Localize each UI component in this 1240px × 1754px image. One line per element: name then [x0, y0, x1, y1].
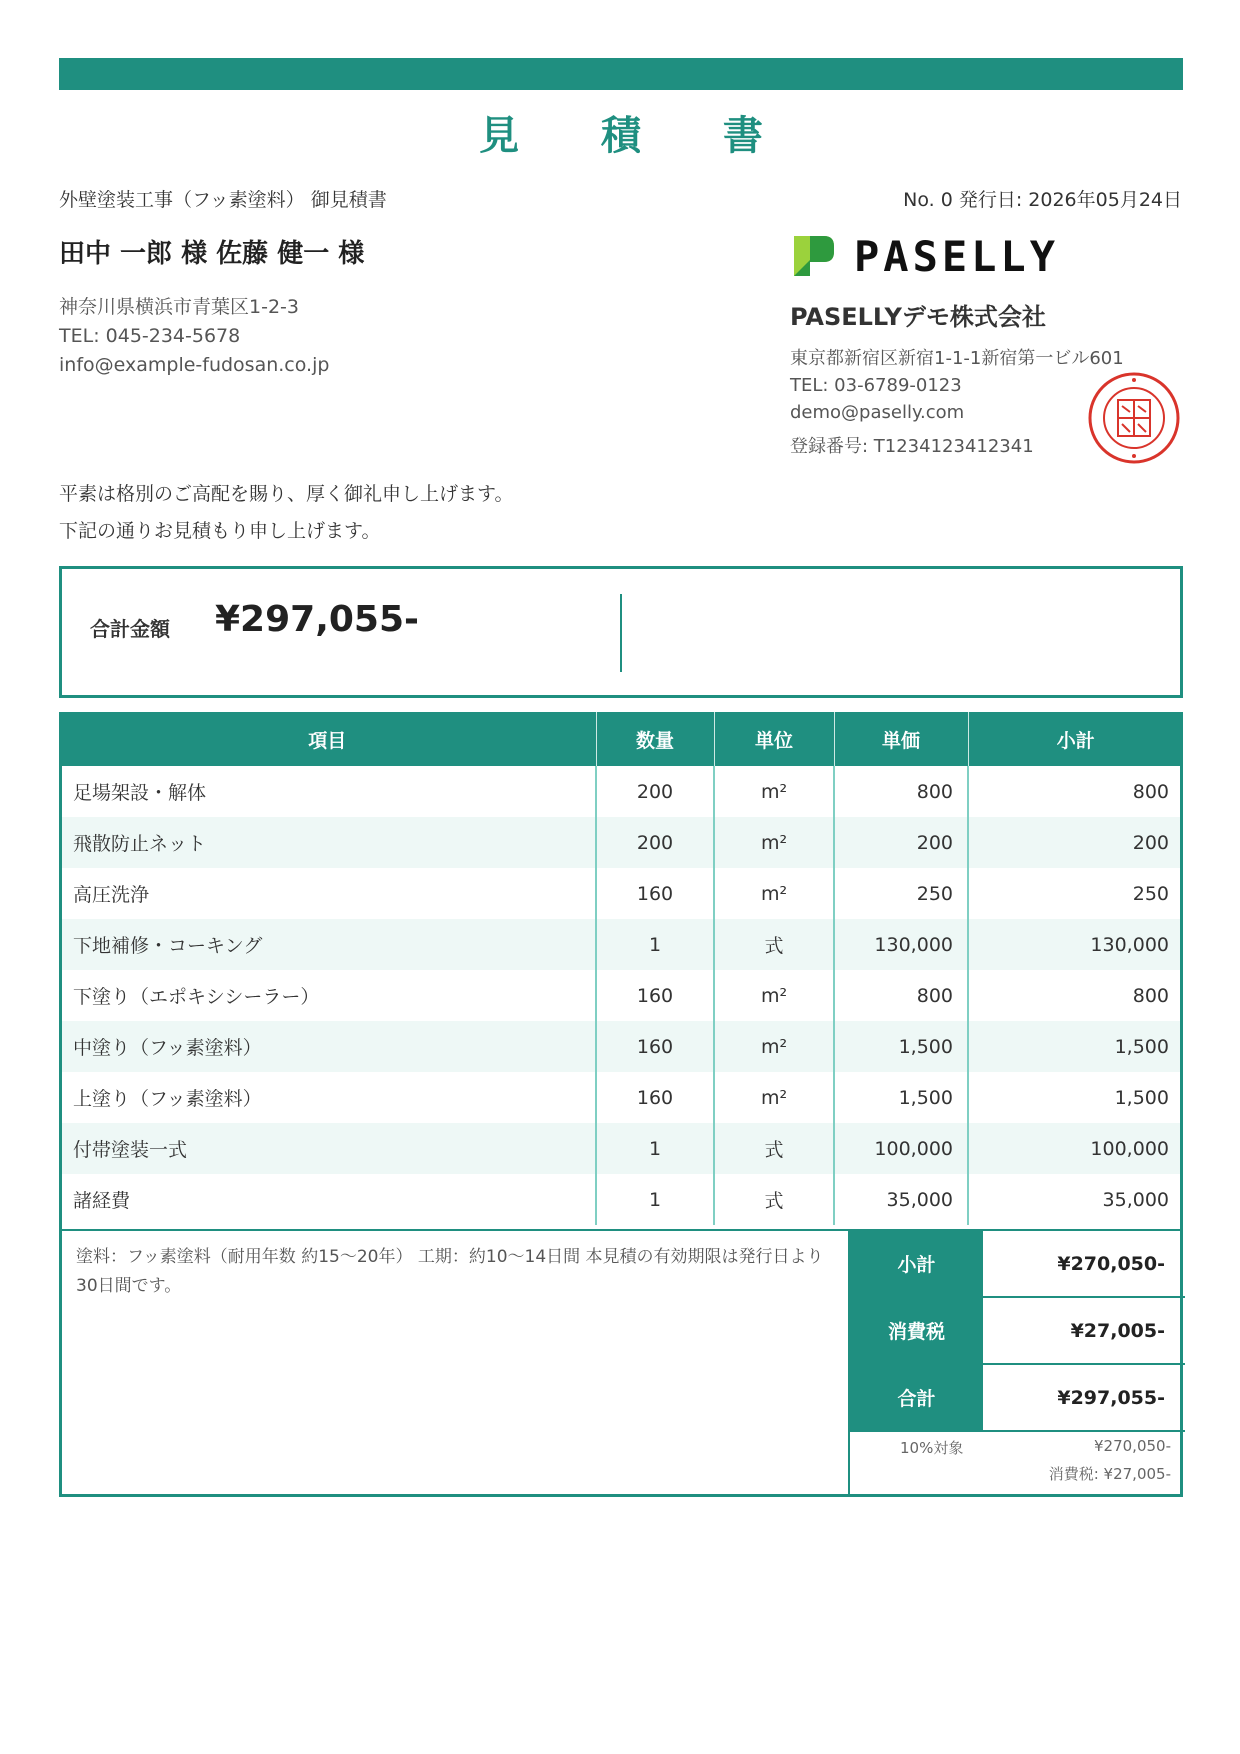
- header-subtotal: 小計: [968, 712, 1183, 766]
- client-contact: [59, 293, 329, 380]
- cell-item: 付帯塗装一式: [59, 1123, 596, 1174]
- cell-quantity: 1: [596, 919, 714, 970]
- greeting-line-1: 平素は格別のご高配を賜り、厚く御礼申し上げます。: [59, 483, 514, 505]
- cell-item: 中塗り（フッ素塗料）: [59, 1021, 596, 1072]
- logo-wordmark: PASELLY: [854, 231, 1060, 281]
- company-logo: [790, 230, 1059, 282]
- line-items-table: [59, 712, 1183, 1225]
- cell-item: 上塗り（フッ素塗料）: [73, 1088, 262, 1110]
- cell-quantity: 1: [596, 1123, 714, 1174]
- summary-subtotal-row: [850, 1231, 1185, 1298]
- cell-item: 下地補修・コーキング: [59, 919, 596, 970]
- header-accent-bar: [59, 58, 1183, 90]
- summary-tax-value: ¥27,005-: [1070, 1319, 1165, 1342]
- cell-unit-price: 1,500: [834, 1072, 968, 1123]
- issue-info: No. 0 発行日: 2026年05月24日: [903, 189, 1182, 211]
- company-contact: [790, 345, 1124, 426]
- cell-item: 足場架設・解体: [73, 782, 207, 804]
- cell-subtotal: 250: [968, 868, 1183, 919]
- total-amount-value: ¥297,055-: [215, 599, 419, 640]
- cell-unit: m²: [714, 868, 834, 919]
- summary-subtotal-value: ¥270,050-: [1057, 1252, 1165, 1275]
- cell-quantity: 200: [596, 766, 714, 817]
- cell-quantity: 160: [596, 868, 714, 919]
- cell-subtotal: 1,500: [968, 1072, 1183, 1123]
- client-name: 田中 一郎 様 佐藤 健一 様: [59, 239, 365, 269]
- cell-subtotal: 200: [968, 817, 1183, 868]
- client-address: 神奈川県横浜市青葉区1-2-3: [59, 296, 299, 318]
- company-registration: 登録番号: T1234123412341: [790, 436, 1034, 457]
- cell-quantity: 160: [596, 1021, 714, 1072]
- cell-subtotal: 800: [968, 766, 1183, 817]
- summary-tax-row: [850, 1298, 1185, 1365]
- cell-unit-price: 200: [834, 817, 968, 868]
- cell-subtotal: 130,000: [968, 919, 1183, 970]
- cell-unit: 式: [714, 919, 834, 970]
- cell-subtotal: 1,500: [968, 1021, 1183, 1072]
- cell-item: 下塗り（エポキシシーラー）: [73, 986, 320, 1008]
- cell-unit: m²: [714, 970, 834, 1021]
- header-unit: 単位: [714, 712, 834, 766]
- header-unit-price: 単価: [834, 712, 968, 766]
- table-row: [59, 970, 1183, 1021]
- tax-target-value: ¥270,050-: [1094, 1437, 1171, 1455]
- total-amount-box: [59, 566, 1183, 698]
- cell-unit: 式: [714, 1174, 834, 1225]
- totals-summary: [848, 1231, 1185, 1494]
- summary-total-row: [850, 1365, 1185, 1432]
- greeting-line-2: 下記の通りお見積もり申し上げます。: [59, 520, 381, 542]
- cell-quantity: 200: [596, 817, 714, 868]
- cell-quantity: 160: [596, 970, 714, 1021]
- cell-unit-price: 100,000: [834, 1123, 968, 1174]
- table-row: [59, 919, 1183, 970]
- table-row: [59, 766, 1183, 817]
- total-box-divider: [620, 594, 622, 672]
- cell-unit: m²: [714, 766, 834, 817]
- estimate-notes: 塗料：フッ素塗料（耐用年数 約15〜20年） 工期：約10〜14日間 本見積の有効期限は発行日より30日間です。: [76, 1247, 824, 1296]
- cell-quantity: 160: [596, 1072, 714, 1123]
- summary-total-label: 合計: [850, 1365, 983, 1430]
- cell-unit-price: 800: [834, 970, 968, 1021]
- company-seal-stamp: [1086, 370, 1182, 466]
- summary-tax-label: 消費税: [850, 1298, 983, 1363]
- cell-subtotal: 100,000: [968, 1123, 1183, 1174]
- company-name: PASELLYデモ株式会社: [790, 303, 1046, 331]
- cell-item: 諸経費: [73, 1190, 131, 1212]
- cell-unit: m²: [714, 817, 834, 868]
- cell-unit-price: 130,000: [834, 919, 968, 970]
- table-row: [59, 1174, 1183, 1225]
- company-email: demo@paselly.com: [790, 402, 965, 423]
- estimate-subject: 外壁塗装工事（フッ素塗料） 御見積書: [59, 189, 387, 211]
- cell-unit: m²: [714, 1021, 834, 1072]
- tax-target-label: 10%対象: [900, 1439, 964, 1457]
- summary-total-value: ¥297,055-: [1057, 1386, 1165, 1409]
- cell-item: 飛散防止ネット: [59, 817, 596, 868]
- table-row: [59, 1021, 1183, 1072]
- company-address: 東京都新宿区新宿1-1-1新宿第一ビル601: [790, 348, 1124, 369]
- tax-target-tax: 消費税: ¥27,005-: [1048, 1465, 1171, 1483]
- table-row: [59, 817, 1183, 868]
- cell-item: 高圧洗浄: [73, 884, 150, 906]
- cell-unit-price: 800: [834, 766, 968, 817]
- greeting-text: [59, 476, 513, 550]
- header-quantity: 数量: [596, 712, 714, 766]
- client-tel: TEL: 045-234-5678: [59, 325, 241, 347]
- summary-subtotal-label: 小計: [850, 1231, 983, 1296]
- document-title: 見 積 書: [479, 113, 797, 159]
- cell-subtotal: 35,000: [968, 1174, 1183, 1225]
- table-row: [59, 1072, 1183, 1123]
- client-email: info@example-fudosan.co.jp: [59, 354, 330, 376]
- cell-unit-price: 35,000: [834, 1174, 968, 1225]
- header-item: 項目: [59, 712, 596, 766]
- cell-quantity: 1: [596, 1174, 714, 1225]
- table-row: [59, 1123, 1183, 1174]
- cell-subtotal: 800: [968, 970, 1183, 1021]
- table-row: [59, 868, 1183, 919]
- cell-unit-price: 250: [834, 868, 968, 919]
- company-tel: TEL: 03-6789-0123: [790, 375, 962, 396]
- total-amount-label: 合計金額: [90, 617, 170, 641]
- cell-unit-price: 1,500: [834, 1021, 968, 1072]
- cell-unit: m²: [714, 1072, 834, 1123]
- summary-section: [59, 1229, 1183, 1497]
- table-header-row: [59, 712, 1183, 766]
- cell-unit: 式: [714, 1123, 834, 1174]
- logo-mark-icon: [790, 230, 838, 282]
